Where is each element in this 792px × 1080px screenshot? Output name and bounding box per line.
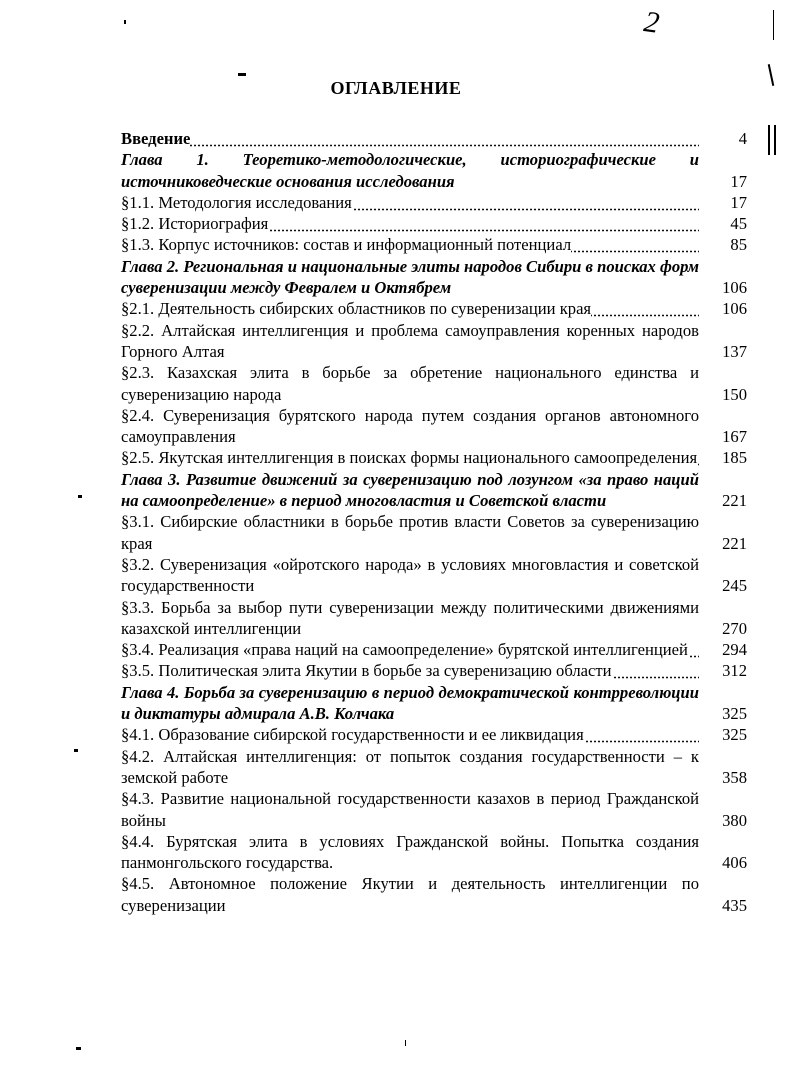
toc-entry-title: Глава 4. Борьба за суверенизацию в период демократической контрреволюции и диктатуры адмирала А.В. Колчака bbox=[121, 682, 699, 724]
toc-section-entry bbox=[121, 234, 747, 255]
toc-entry-page: 245 bbox=[722, 576, 747, 596]
toc-entry-title: §4.3. Развитие национальной государственности казахов в период Гражданской войны bbox=[121, 789, 699, 830]
toc-entry-page: 325 bbox=[722, 704, 747, 724]
toc-entry-title: §1.2. Историография bbox=[121, 213, 699, 234]
scan-mark bbox=[74, 749, 78, 752]
toc-entry-title: Глава 2. Региональная и национальные элиты народов Сибири в поисках форм суверенизации между Февралем и Октябрем bbox=[121, 256, 699, 298]
toc-chapter-entry bbox=[121, 149, 747, 192]
toc-entry-page: 435 bbox=[722, 895, 747, 915]
toc-entry-page: 150 bbox=[722, 384, 747, 404]
toc-entry-title: §2.2. Алтайская интеллигенция и проблема самоуправления коренных народов Горного Алтая bbox=[121, 320, 699, 361]
toc-entry-title: Глава 3. Развитие движений за суверенизацию под лозунгом «за право наций на самоопределение» в период многовластия и Советской власти bbox=[121, 469, 699, 511]
toc-entry-title: §2.3. Казахская элита в борьбе за обретение национального единства и суверенизацию народа bbox=[121, 363, 699, 404]
toc-entry-page: 294 bbox=[722, 640, 747, 660]
toc-section-entry bbox=[121, 298, 747, 319]
toc-entry-page: 85 bbox=[730, 235, 747, 255]
toc-entry-title: §3.2. Суверенизация «ойротского народа» в условиях многовластия и советской государственности bbox=[121, 554, 699, 596]
toc-section-entry bbox=[121, 320, 747, 363]
toc-entry-page: 312 bbox=[722, 661, 747, 681]
toc-entry-page: 325 bbox=[722, 725, 747, 745]
toc-section-entry bbox=[121, 447, 747, 468]
toc-entry-page: 17 bbox=[730, 171, 747, 191]
toc-section-entry bbox=[121, 192, 747, 213]
toc-entry-page: 406 bbox=[722, 853, 747, 873]
toc-entry-page: 106 bbox=[722, 278, 747, 298]
scan-mark bbox=[773, 10, 774, 40]
toc-section-entry bbox=[121, 511, 747, 554]
toc-entry-page: 221 bbox=[722, 533, 747, 553]
toc-entry-page: 17 bbox=[730, 192, 747, 212]
toc-entry-title: §3.1. Сибирские областники в борьбе против власти Советов за суверенизацию края bbox=[121, 512, 699, 553]
toc-entry-title: Глава 1. Теоретико-методологические, историографические и источниковедческие основания исследования bbox=[121, 150, 699, 191]
toc-entry-page: 167 bbox=[722, 427, 747, 447]
page-title: ОГЛАВЛЕНИЕ bbox=[330, 78, 462, 98]
toc-entry-title: §2.5. Якутская интеллигенция в поисках формы национального самоопределения bbox=[121, 448, 698, 468]
toc-entry-title: §2.4. Суверенизация бурятского народа путем создания органов автономного самоуправления bbox=[121, 405, 699, 447]
toc-entry-page: 221 bbox=[722, 491, 747, 511]
toc-chapter-entry bbox=[121, 682, 747, 725]
toc-entry-title: §1.1. Методология исследования bbox=[121, 192, 699, 213]
scan-mark bbox=[768, 125, 770, 155]
toc-section-entry bbox=[121, 597, 747, 640]
toc-entry-page: 137 bbox=[722, 341, 747, 361]
toc-entry-title: §4.5. Автономное положение Якутии и деятельность интеллигенции по суверенизации bbox=[121, 874, 699, 915]
page-number: 2 bbox=[641, 5, 662, 40]
toc-section-entry bbox=[121, 831, 747, 874]
scan-mark bbox=[405, 1040, 406, 1046]
toc-entry-title: Введение bbox=[121, 128, 699, 149]
toc-section-entry bbox=[121, 873, 747, 916]
toc-entry-page: 185 bbox=[722, 448, 747, 468]
toc-entry-page: 106 bbox=[722, 299, 747, 319]
toc-entry-title: §3.5. Политическая элита Якутии в борьбе за суверенизацию области bbox=[121, 660, 699, 681]
toc-section-entry bbox=[121, 405, 747, 448]
toc-section-entry bbox=[121, 660, 747, 681]
toc-section-entry bbox=[121, 724, 747, 745]
toc-section-entry bbox=[121, 554, 747, 597]
toc-entry-page: 45 bbox=[730, 214, 747, 234]
scan-mark bbox=[774, 125, 776, 155]
toc-section-entry bbox=[121, 746, 747, 789]
toc-section-entry bbox=[121, 213, 747, 234]
toc-entry-title: §2.1. Деятельность сибирских областников по суверенизации края bbox=[121, 298, 699, 319]
toc-section-entry bbox=[121, 639, 747, 660]
toc-entry-page: 358 bbox=[722, 767, 747, 787]
scan-mark bbox=[76, 1047, 81, 1050]
toc-intro-entry bbox=[121, 128, 747, 149]
scan-mark bbox=[124, 20, 126, 24]
toc-section-entry bbox=[121, 788, 747, 831]
toc-section-entry bbox=[121, 362, 747, 405]
toc-entry-page: 4 bbox=[738, 129, 747, 148]
toc-entry-page: 380 bbox=[722, 810, 747, 830]
toc-entry-title: §4.1. Образование сибирской государственности и ее ликвидация bbox=[121, 724, 699, 745]
scan-mark bbox=[78, 495, 82, 498]
toc-chapter-entry bbox=[121, 469, 747, 512]
toc-entry-page: 270 bbox=[722, 618, 747, 638]
toc-entry-title: §3.4. Реализация «права наций на самоопределение» бурятской интеллигенцией bbox=[121, 639, 699, 660]
toc-chapter-entry bbox=[121, 256, 747, 299]
toc-entry-title: §4.2. Алтайская интеллигенция: от попыток создания государственности – к земской работе bbox=[121, 746, 699, 787]
scan-mark bbox=[238, 73, 246, 76]
toc-entry-title: §4.4. Бурятская элита в условиях Гражданской войны. Попытка создания панмонгольского государства. bbox=[121, 831, 699, 873]
toc-entry-title: §3.3. Борьба за выбор пути суверенизации между политическими движениями казахской интеллигенции bbox=[121, 597, 699, 638]
toc-entry-title: §1.3. Корпус источников: состав и информационный потенциал bbox=[121, 234, 699, 255]
table-of-contents bbox=[121, 128, 747, 916]
